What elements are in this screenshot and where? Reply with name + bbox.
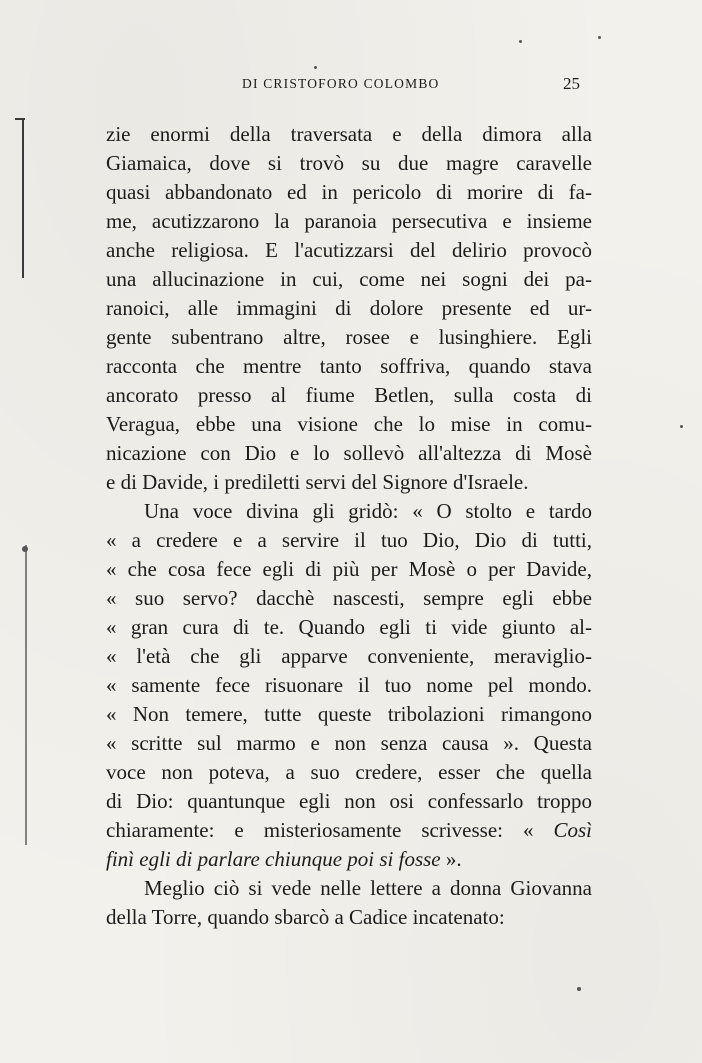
text-line: della Torre, quando sbarcò a Cadice incatenato: bbox=[106, 905, 505, 929]
text-line bbox=[106, 816, 592, 845]
margin-scan-mark bbox=[15, 118, 25, 120]
text-line: « samente fece risuonare il tuo nome pel mondo. bbox=[106, 673, 592, 697]
text-line bbox=[106, 845, 592, 874]
text-line: ancorato presso al fiume Betlen, sulla costa di bbox=[106, 383, 592, 407]
text-line: e di Davide, i prediletti servi del Signore d'Israele. bbox=[106, 470, 529, 494]
text-line: Una voce divina gli gridò: « O stolto e tardo bbox=[144, 499, 592, 523]
text-line: racconta che mentre tanto soffriva, quando stava bbox=[106, 354, 592, 378]
scan-speck bbox=[22, 546, 28, 552]
scan-speck bbox=[598, 36, 601, 39]
text-line: voce non poteva, a suo credere, esser che quella bbox=[106, 760, 592, 784]
text-line: « gran cura di te. Quando egli ti vide giunto al- bbox=[106, 615, 592, 639]
text-line: « che cosa fece egli di più per Mosè o per Davide, bbox=[106, 557, 592, 581]
text-line: « l'età che gli apparve conveniente, meraviglio- bbox=[106, 644, 592, 668]
running-head bbox=[0, 76, 702, 96]
body-text bbox=[106, 120, 592, 932]
scan-speck bbox=[519, 40, 522, 43]
scan-speck bbox=[577, 987, 581, 991]
text-line: Giamaica, dove si trovò su due magre caravelle bbox=[106, 151, 592, 175]
text-line: zie enormi della traversata e della dimora alla bbox=[106, 122, 592, 146]
text-line: Veragua, ebbe una visione che lo mise in comu- bbox=[106, 412, 592, 436]
margin-scan-mark bbox=[22, 118, 24, 278]
text-line: me, acutizzarono la paranoia persecutiva e insieme bbox=[106, 209, 592, 233]
text-line: una allucinazione in cui, come nei sogni dei pa- bbox=[106, 267, 592, 291]
text-line: quasi abbandonato ed in pericolo di morire di fa- bbox=[106, 180, 592, 204]
text-line: « a credere e a servire il tuo Dio, Dio di tutti, bbox=[106, 528, 592, 552]
text-line: gente subentrano altre, rosee e lusinghiere. Egli bbox=[106, 325, 592, 349]
margin-scan-mark bbox=[25, 545, 27, 845]
text-line: ranoici, alle immagini di dolore presente ed ur- bbox=[106, 296, 592, 320]
quote-close: ». bbox=[445, 847, 462, 871]
text-line: nicazione con Dio e lo sollevò all'altezza di Mosè bbox=[106, 441, 592, 465]
text-line: « scritte sul marmo e non senza causa ». Questa bbox=[106, 731, 592, 755]
text-line: anche religiosa. E l'acutizzarsi del delirio provocò bbox=[106, 238, 592, 262]
italic-quote: Così bbox=[553, 818, 593, 842]
scan-speck bbox=[314, 66, 317, 69]
text-line-roman: chiaramente: e misteriosamente scrivesse: « bbox=[106, 818, 534, 842]
text-line: di Dio: quantunque egli non osi confessarlo troppo bbox=[106, 789, 592, 813]
text-line: Meglio ciò si vede nelle lettere a donna Giovanna bbox=[144, 876, 592, 900]
scan-speck bbox=[680, 425, 683, 428]
page-number: 25 bbox=[563, 74, 580, 93]
running-title: DI CRISTOFORO COLOMBO bbox=[242, 76, 440, 91]
text-line: « Non temere, tutte queste tribolazioni rimangono bbox=[106, 702, 592, 726]
text-line: « suo servo? dacchè nascesti, sempre egli ebbe bbox=[106, 586, 592, 610]
italic-quote: finì egli di parlare chiunque poi si fosse bbox=[106, 847, 441, 871]
